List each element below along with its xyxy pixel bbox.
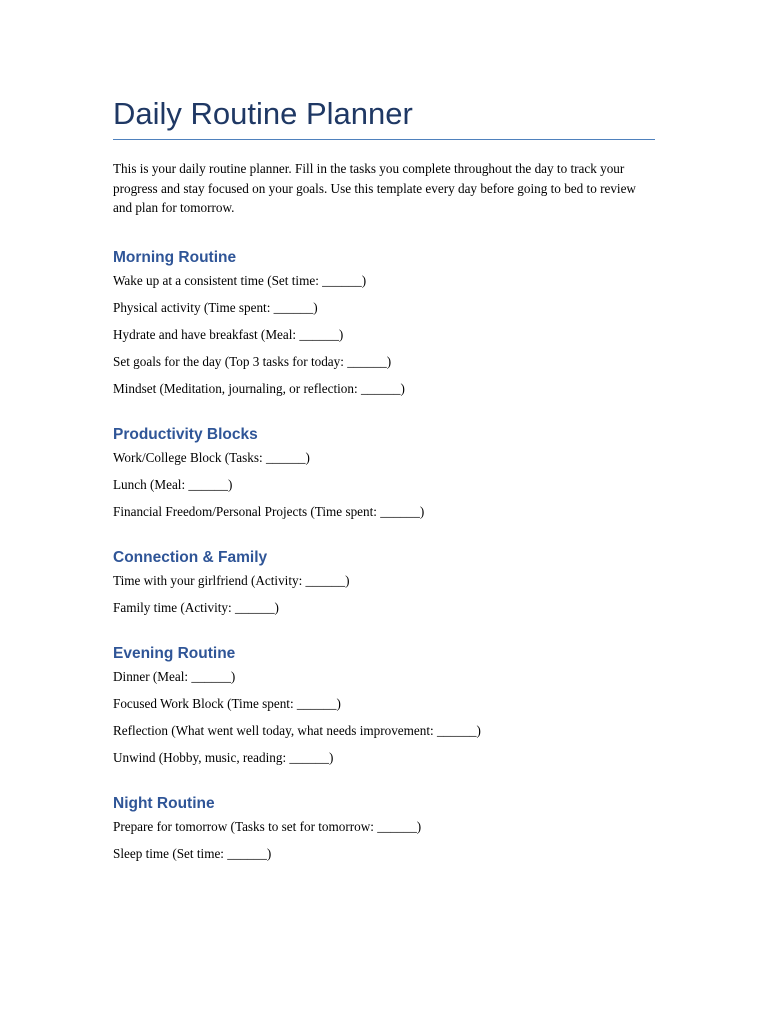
title-divider bbox=[113, 139, 655, 140]
intro-paragraph: This is your daily routine planner. Fill in the tasks you complete throughout the day to track your progress and stay focused on your goals. Use this template every day before going to bed to review and plan for tomorrow. bbox=[113, 161, 636, 215]
list-item: Set goals for the day (Top 3 tasks for today: ______) bbox=[113, 353, 392, 369]
section-heading: Evening Routine bbox=[113, 644, 236, 662]
list-item: Dinner (Meal: ______) bbox=[113, 668, 236, 684]
list-item: Hydrate and have breakfast (Meal: ______) bbox=[113, 326, 344, 342]
list-item: Financial Freedom/Personal Projects (Time spent: ______) bbox=[113, 503, 425, 519]
list-item: Prepare for tomorrow (Tasks to set for tomorrow: ______) bbox=[113, 818, 422, 834]
section-heading: Night Routine bbox=[113, 794, 215, 812]
list-item: Work/College Block (Tasks: ______) bbox=[113, 449, 310, 465]
list-item: Reflection (What went well today, what needs improvement: ______) bbox=[113, 722, 481, 738]
section-night-routine bbox=[113, 794, 655, 862]
section-productivity-blocks bbox=[113, 425, 655, 520]
section-morning-routine bbox=[113, 248, 655, 397]
section-heading: Productivity Blocks bbox=[113, 425, 258, 443]
list-item: Sleep time (Set time: ______) bbox=[113, 845, 272, 861]
list-item: Physical activity (Time spent: ______) bbox=[113, 299, 318, 315]
page-title: Daily Routine Planner bbox=[113, 96, 413, 131]
list-item: Mindset (Meditation, journaling, or reflection: ______) bbox=[113, 380, 405, 396]
section-heading: Morning Routine bbox=[113, 248, 237, 266]
list-item: Lunch (Meal: ______) bbox=[113, 476, 233, 492]
list-item: Wake up at a consistent time (Set time: ______) bbox=[113, 272, 367, 288]
list-item: Family time (Activity: ______) bbox=[113, 599, 279, 615]
section-evening-routine bbox=[113, 644, 655, 766]
list-item: Focused Work Block (Time spent: ______) bbox=[113, 695, 341, 711]
section-heading: Connection & Family bbox=[113, 548, 268, 566]
list-item: Time with your girlfriend (Activity: ______) bbox=[113, 572, 350, 588]
list-item: Unwind (Hobby, music, reading: ______) bbox=[113, 749, 334, 765]
section-connection-family bbox=[113, 548, 655, 616]
